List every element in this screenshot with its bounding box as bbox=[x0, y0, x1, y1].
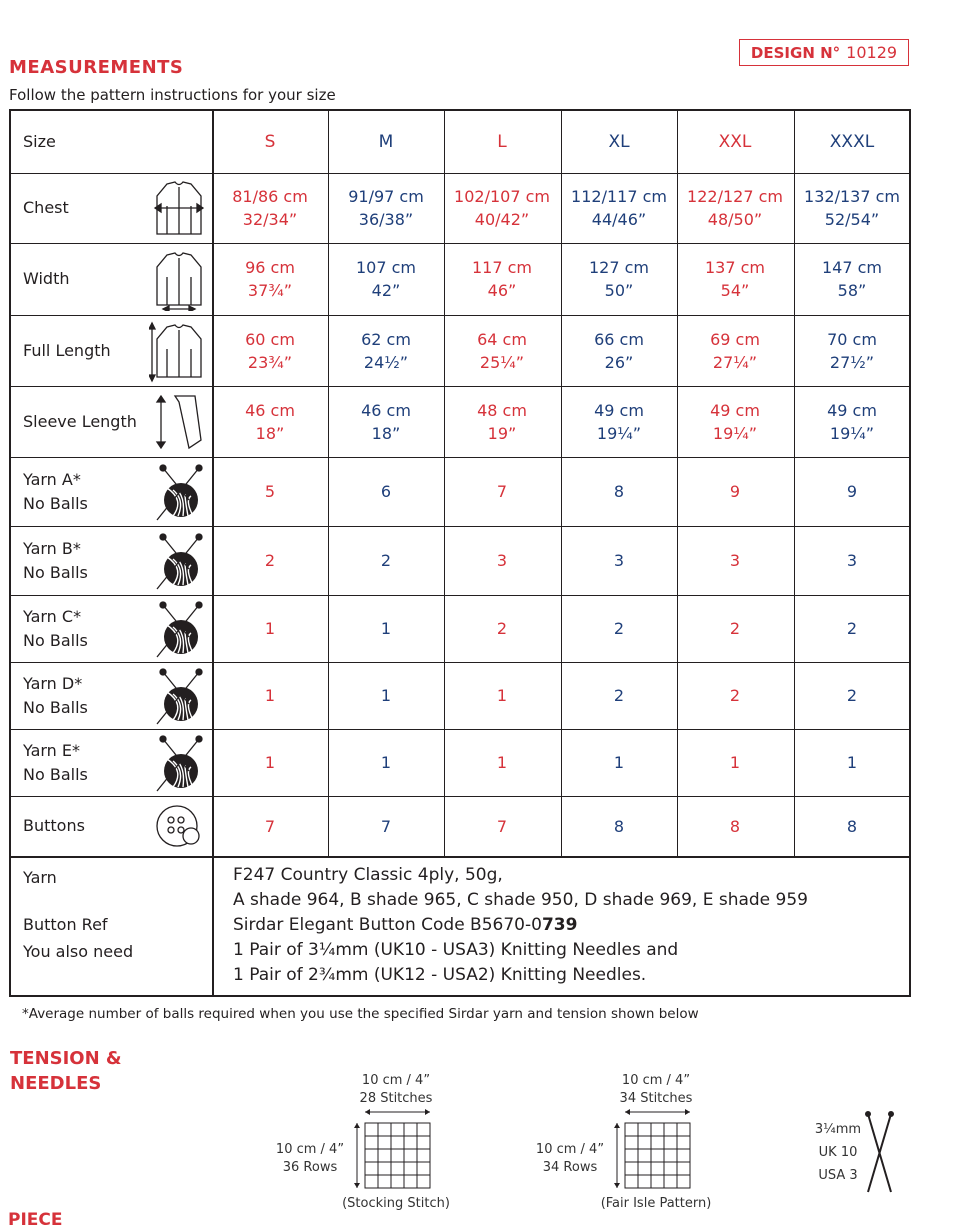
metric-value: 49 cm bbox=[594, 400, 644, 420]
imperial-value: 36/38” bbox=[358, 210, 414, 229]
yarn-ball-icon bbox=[149, 597, 209, 665]
count-value: 9 bbox=[846, 482, 858, 501]
value-cell bbox=[444, 256, 560, 302]
value-cell bbox=[677, 328, 793, 374]
metric-value: 147 cm bbox=[821, 258, 882, 277]
value-cell bbox=[561, 751, 677, 774]
value-cell bbox=[677, 399, 793, 445]
count-value: 3 bbox=[496, 551, 508, 570]
value-cell bbox=[444, 328, 560, 374]
metric-value: 112/117 cm bbox=[571, 187, 667, 206]
needle-size-uk: UK 10 bbox=[818, 1145, 858, 1160]
value-cell bbox=[212, 617, 328, 640]
value-cell bbox=[444, 815, 560, 838]
value-cell bbox=[561, 480, 677, 503]
value-cell bbox=[677, 617, 793, 640]
swatch2-caption: (Fair Isle Pattern) bbox=[600, 1196, 712, 1211]
metric-value: 64 cm bbox=[477, 329, 527, 349]
value-cell bbox=[328, 684, 444, 707]
row-sublabel: No Balls bbox=[23, 630, 88, 650]
metric-value: 96 cm bbox=[245, 258, 295, 277]
count-value: 2 bbox=[846, 686, 858, 705]
value-cell bbox=[561, 399, 677, 445]
value-cell bbox=[328, 399, 444, 445]
row-sublabel: No Balls bbox=[23, 562, 88, 582]
count-value: 8 bbox=[613, 816, 625, 836]
count-value: 2 bbox=[729, 686, 741, 705]
count-value: 8 bbox=[846, 816, 858, 836]
row-sublabel: No Balls bbox=[23, 493, 88, 513]
metric-value: 102/107 cm bbox=[454, 187, 550, 206]
yarn-ball-icon bbox=[149, 460, 209, 528]
table-row-divider bbox=[11, 796, 909, 797]
count-value: 7 bbox=[496, 816, 508, 836]
imperial-value: 50” bbox=[604, 281, 634, 300]
needles-line-1: 1 Pair of 3¼mm (UK10 - USA3) Knitting Needles and bbox=[233, 940, 679, 960]
design-number: 10129 bbox=[846, 43, 898, 62]
swatch1-rows: 36 Rows bbox=[282, 1160, 338, 1175]
imperial-value: 27¼” bbox=[712, 352, 758, 372]
full-length-icon bbox=[149, 319, 209, 387]
imperial-value: 24½” bbox=[363, 352, 409, 372]
count-value: 1 bbox=[729, 753, 741, 772]
swatch2-grid-icon bbox=[610, 1106, 700, 1196]
count-value: 1 bbox=[496, 686, 508, 705]
imperial-value: 32/34” bbox=[242, 210, 298, 229]
garment-width-icon bbox=[149, 247, 209, 315]
swatch1-width-label: 10 cm / 4” bbox=[361, 1073, 431, 1088]
imperial-value: 48/50” bbox=[707, 210, 763, 229]
row-sublabel: No Balls bbox=[23, 764, 88, 784]
count-value: 1 bbox=[264, 619, 276, 638]
row-label: Yarn E* bbox=[23, 740, 81, 760]
needle-size-mm: 3¼mm bbox=[814, 1122, 862, 1137]
value-cell bbox=[212, 399, 328, 445]
value-cell bbox=[444, 751, 560, 774]
tension-heading bbox=[10, 1046, 122, 1096]
swatch2-width-label: 10 cm / 4” bbox=[621, 1073, 691, 1088]
imperial-value: 46” bbox=[487, 281, 517, 300]
metric-value: 122/127 cm bbox=[687, 187, 783, 206]
value-cell bbox=[561, 256, 677, 302]
metric-value: 49 cm bbox=[827, 400, 877, 420]
imperial-value: 23¾” bbox=[247, 352, 293, 372]
count-value: 3 bbox=[846, 551, 858, 570]
value-cell bbox=[328, 617, 444, 640]
metric-value: 81/86 cm bbox=[232, 187, 308, 206]
count-value: 7 bbox=[380, 816, 392, 836]
metric-value: 60 cm bbox=[245, 329, 295, 349]
imperial-value: 18” bbox=[371, 423, 401, 443]
table-row-divider bbox=[11, 386, 909, 387]
value-cell bbox=[328, 815, 444, 838]
count-value: 2 bbox=[846, 619, 858, 638]
value-cell bbox=[212, 815, 328, 838]
next-section-heading: PIECE bbox=[8, 1210, 63, 1230]
button-ref-label: Button Ref bbox=[23, 915, 108, 934]
imperial-value: 58” bbox=[837, 281, 867, 300]
table-row-divider bbox=[11, 173, 909, 174]
imperial-value: 52/54” bbox=[824, 210, 880, 229]
size-header-m: M bbox=[378, 132, 394, 152]
size-header-xxl: XXL bbox=[718, 132, 752, 152]
imperial-value: 19” bbox=[487, 423, 517, 443]
row-label: Yarn D* bbox=[23, 673, 83, 693]
row-label: Sleeve Length bbox=[23, 411, 137, 431]
value-cell bbox=[561, 549, 677, 572]
imperial-value: 25¼” bbox=[479, 352, 525, 372]
swatch1-grid-icon bbox=[350, 1106, 440, 1196]
value-cell bbox=[212, 256, 328, 302]
count-value: 2 bbox=[729, 619, 741, 638]
measurements-table bbox=[9, 109, 911, 997]
needles-line-2: 1 Pair of 2¾mm (UK12 - USA2) Knitting Needles. bbox=[233, 965, 647, 985]
metric-value: 46 cm bbox=[361, 400, 411, 420]
metric-value: 48 cm bbox=[477, 400, 527, 420]
count-value: 1 bbox=[380, 619, 392, 638]
value-cell bbox=[212, 328, 328, 374]
metric-value: 69 cm bbox=[710, 329, 760, 349]
value-cell bbox=[794, 256, 910, 302]
count-value: 7 bbox=[496, 482, 508, 501]
value-cell bbox=[794, 549, 910, 572]
value-cell bbox=[794, 185, 910, 231]
metric-value: 91/97 cm bbox=[348, 187, 424, 206]
value-cell bbox=[677, 815, 793, 838]
row-sublabel: No Balls bbox=[23, 697, 88, 717]
count-value: 1 bbox=[264, 753, 276, 772]
imperial-value: 19¼” bbox=[829, 423, 875, 443]
value-cell bbox=[444, 185, 560, 231]
also-need-label: You also need bbox=[23, 942, 134, 961]
value-cell bbox=[444, 399, 560, 445]
metric-value: 137 cm bbox=[704, 258, 765, 277]
count-value: 2 bbox=[496, 619, 508, 638]
tension-heading-line2: NEEDLES bbox=[10, 1073, 102, 1094]
value-cell bbox=[561, 684, 677, 707]
value-cell bbox=[561, 328, 677, 374]
imperial-value: 27½” bbox=[829, 352, 875, 372]
metric-value: 62 cm bbox=[361, 329, 411, 349]
row-label: Width bbox=[23, 269, 70, 288]
value-cell bbox=[794, 328, 910, 374]
value-cell bbox=[328, 328, 444, 374]
tension-heading-line1: TENSION & bbox=[10, 1048, 122, 1069]
size-label: Size bbox=[23, 132, 56, 151]
count-value: 7 bbox=[264, 816, 276, 836]
size-header-xl: XL bbox=[608, 132, 630, 152]
row-label: Buttons bbox=[23, 816, 85, 835]
button-icon bbox=[149, 794, 209, 862]
value-cell bbox=[561, 185, 677, 231]
value-cell bbox=[444, 684, 560, 707]
count-value: 1 bbox=[380, 686, 392, 705]
table-row-divider bbox=[11, 243, 909, 244]
button-code: Sirdar Elegant Button Code B5670-0 bbox=[233, 915, 542, 935]
table-row-divider bbox=[11, 526, 909, 527]
measurements-subtitle: Follow the pattern instructions for your size bbox=[9, 86, 336, 104]
value-cell bbox=[328, 751, 444, 774]
table-row-divider bbox=[11, 729, 909, 730]
value-cell bbox=[794, 815, 910, 838]
yarn-label: Yarn bbox=[23, 868, 57, 887]
count-value: 8 bbox=[729, 816, 741, 836]
yarn-line-1: F247 Country Classic 4ply, 50g, bbox=[233, 865, 503, 885]
sleeve-length-icon bbox=[149, 390, 209, 458]
value-cell bbox=[794, 684, 910, 707]
swatch1-height-label: 10 cm / 4” bbox=[275, 1142, 345, 1157]
count-value: 2 bbox=[613, 686, 625, 705]
table-row-divider bbox=[11, 595, 909, 596]
value-cell bbox=[794, 751, 910, 774]
imperial-value: 44/46” bbox=[591, 210, 647, 229]
value-cell bbox=[794, 480, 910, 503]
size-header-s: S bbox=[264, 132, 276, 152]
value-cell bbox=[328, 256, 444, 302]
value-cell bbox=[677, 256, 793, 302]
value-cell bbox=[212, 185, 328, 231]
value-cell bbox=[212, 751, 328, 774]
size-header-xxxl: XXXL bbox=[829, 132, 875, 152]
value-cell bbox=[444, 617, 560, 640]
row-label: Yarn A* bbox=[23, 469, 81, 489]
swatch2-stitches: 34 Stitches bbox=[619, 1091, 693, 1106]
metric-value: 49 cm bbox=[710, 400, 760, 420]
value-cell bbox=[444, 549, 560, 572]
metric-value: 127 cm bbox=[588, 258, 649, 277]
measurements-heading: MEASUREMENTS bbox=[9, 57, 184, 78]
count-value: 2 bbox=[613, 619, 625, 638]
count-value: 1 bbox=[613, 753, 625, 772]
count-value: 1 bbox=[496, 753, 508, 772]
count-value: 5 bbox=[264, 482, 276, 501]
yarn-ball-icon bbox=[149, 731, 209, 799]
swatch2-height-label: 10 cm / 4” bbox=[535, 1142, 605, 1157]
imperial-value: 19¼” bbox=[712, 423, 758, 443]
value-cell bbox=[328, 549, 444, 572]
count-value: 6 bbox=[380, 482, 392, 501]
imperial-value: 54” bbox=[720, 281, 750, 300]
yarn-ball-icon bbox=[149, 664, 209, 732]
count-value: 8 bbox=[613, 482, 625, 501]
value-cell bbox=[677, 549, 793, 572]
count-value: 1 bbox=[380, 753, 392, 772]
table-row-divider bbox=[11, 856, 909, 858]
value-cell bbox=[677, 684, 793, 707]
imperial-value: 18” bbox=[255, 423, 285, 443]
table-row-divider bbox=[11, 457, 909, 458]
table-row-divider bbox=[11, 315, 909, 316]
row-label: Yarn B* bbox=[23, 538, 81, 558]
value-cell bbox=[677, 185, 793, 231]
metric-value: 46 cm bbox=[245, 400, 295, 420]
value-cell bbox=[561, 617, 677, 640]
design-number-box bbox=[739, 39, 909, 66]
count-value: 9 bbox=[729, 482, 741, 501]
swatch1-caption: (Stocking Stitch) bbox=[342, 1196, 450, 1211]
imperial-value: 37¾” bbox=[247, 281, 293, 300]
metric-value: 66 cm bbox=[594, 329, 644, 349]
footnote: *Average number of balls required when you use the specified Sirdar yarn and tension shown below bbox=[22, 1006, 699, 1022]
value-cell bbox=[677, 480, 793, 503]
metric-value: 132/137 cm bbox=[804, 187, 900, 206]
row-label: Yarn C* bbox=[23, 606, 82, 626]
value-cell bbox=[328, 480, 444, 503]
value-cell bbox=[794, 399, 910, 445]
value-cell bbox=[212, 684, 328, 707]
row-label: Chest bbox=[23, 198, 69, 217]
metric-value: 107 cm bbox=[355, 258, 416, 277]
metric-value: 70 cm bbox=[827, 329, 877, 349]
count-value: 3 bbox=[613, 551, 625, 570]
chest-width-icon bbox=[149, 176, 209, 244]
yarn-line-2: A shade 964, B shade 965, C shade 950, D shade 969, E shade 959 bbox=[233, 890, 808, 910]
imperial-value: 26” bbox=[604, 352, 634, 372]
value-cell bbox=[444, 480, 560, 503]
button-code-suffix: 739 bbox=[541, 915, 578, 935]
table-row-divider bbox=[11, 662, 909, 663]
yarn-ball-icon bbox=[149, 529, 209, 597]
design-label: DESIGN N° bbox=[750, 43, 841, 62]
crossed-needles-icon bbox=[862, 1108, 898, 1196]
size-header-l: L bbox=[497, 132, 507, 152]
count-value: 1 bbox=[846, 753, 858, 772]
needle-size-usa: USA 3 bbox=[818, 1168, 858, 1183]
swatch2-rows: 34 Rows bbox=[542, 1160, 598, 1175]
imperial-value: 42” bbox=[371, 281, 401, 300]
imperial-value: 19¼” bbox=[596, 423, 642, 443]
count-value: 3 bbox=[729, 551, 741, 570]
count-value: 2 bbox=[380, 551, 392, 570]
swatch1-stitches: 28 Stitches bbox=[359, 1091, 433, 1106]
count-value: 1 bbox=[264, 686, 276, 705]
value-cell bbox=[212, 549, 328, 572]
value-cell bbox=[794, 617, 910, 640]
metric-value: 117 cm bbox=[471, 258, 532, 277]
value-cell bbox=[561, 815, 677, 838]
button-ref-text bbox=[233, 913, 577, 938]
count-value: 2 bbox=[264, 551, 276, 570]
value-cell bbox=[677, 751, 793, 774]
value-cell bbox=[212, 480, 328, 503]
value-cell bbox=[328, 185, 444, 231]
imperial-value: 40/42” bbox=[474, 210, 530, 229]
row-label: Full Length bbox=[23, 340, 111, 360]
